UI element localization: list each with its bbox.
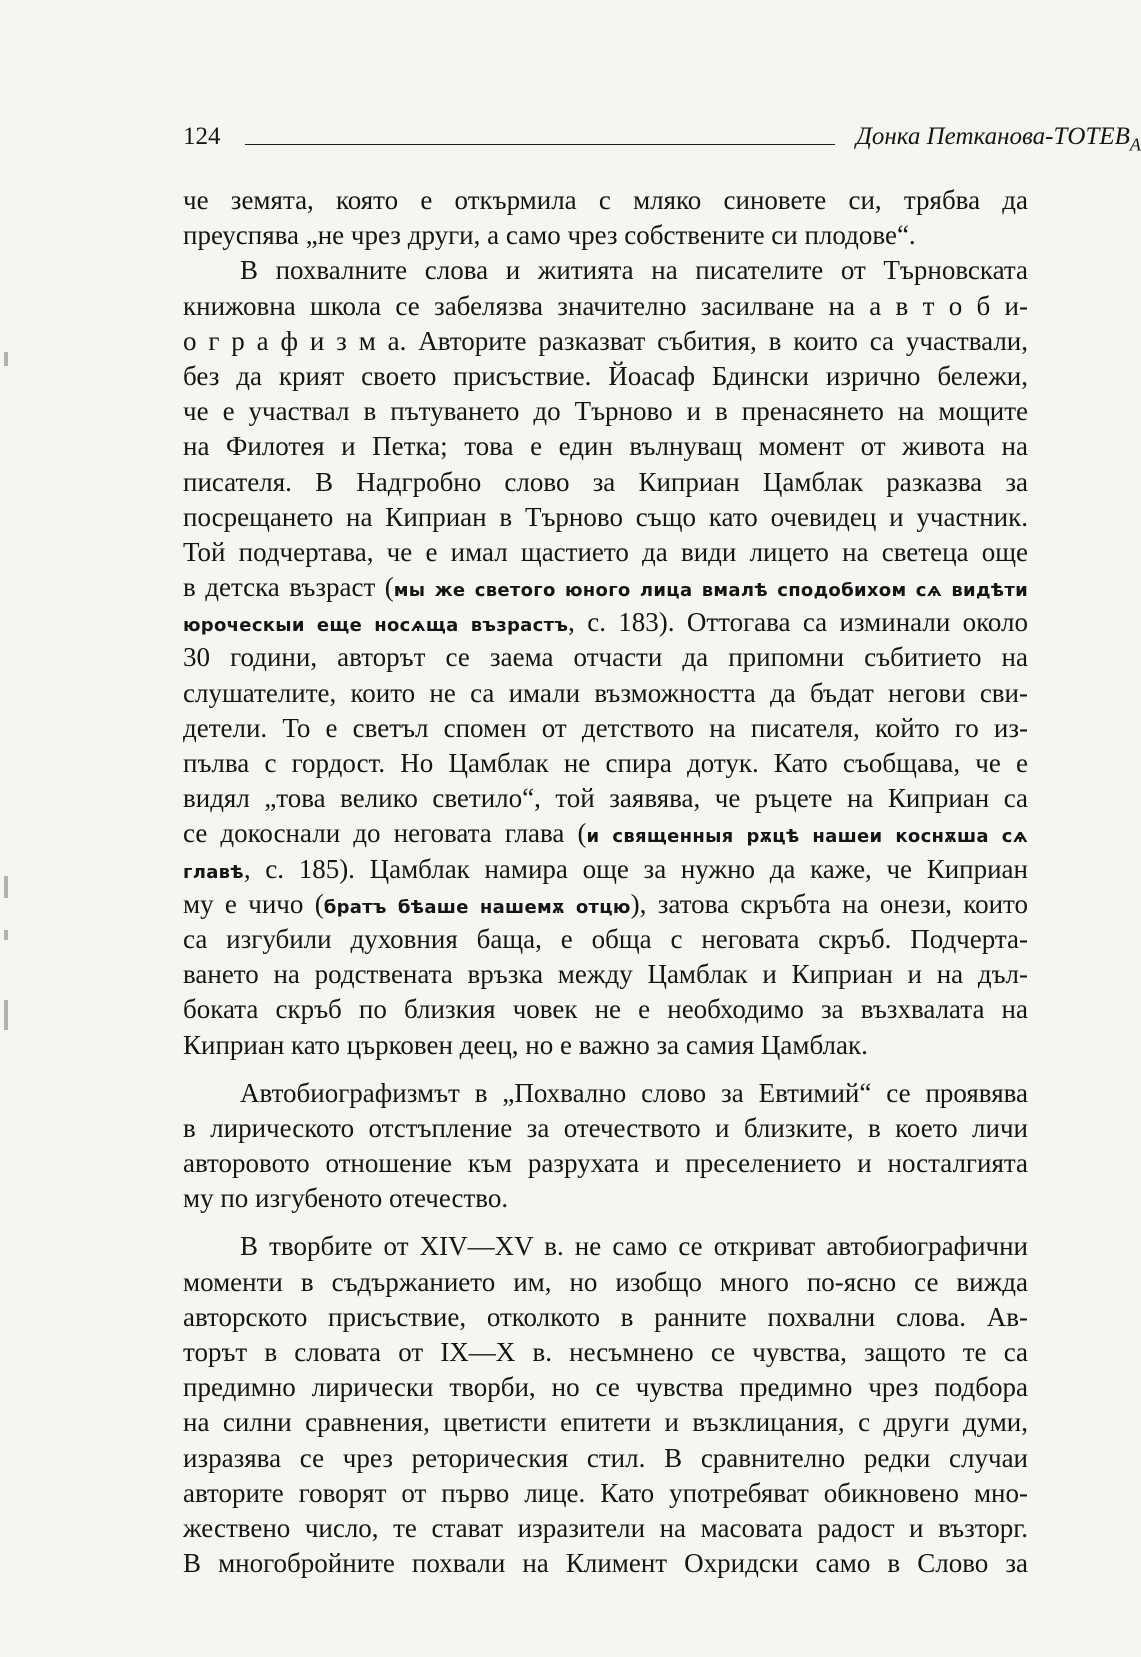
text-line: че земята, която е откърмила с мляко синовете си, трябва да xyxy=(183,185,1028,215)
text-line: детели. То е светъл спомен от детството на писателя, който го из- xyxy=(183,712,1028,743)
text-line: моменти в съдържанието им, но изобщо много по-ясно се вижда xyxy=(183,1266,1028,1297)
text-line: Киприан като църковен деец, но е важно за самия Цамблак. xyxy=(183,1029,868,1060)
text-line: писателя. В Надгробно слово за Киприан Цамблак разказва за xyxy=(183,466,1028,497)
text-line: посрещането на Киприан в Търново също като очевидец и участник. xyxy=(183,501,1028,532)
page-number: 124 xyxy=(183,123,221,150)
old-bulgarian-quote: братъ бѣаше нашемѫ отцю xyxy=(323,896,631,918)
text-line-with-quote xyxy=(183,605,1028,640)
text-line: преуспява „не чрез други, а само чрез собствените си плодове“. xyxy=(183,220,916,251)
line-segment: му е чичо ( xyxy=(183,888,324,919)
text-line-with-quote xyxy=(183,570,1028,605)
old-bulgarian-quote: мы же светого юного лица вмалѣ сподобихом сѧ видѣти xyxy=(393,580,1028,602)
text-line: о г р а ф и з м а. Авторите разказват събития, в които са участвали, xyxy=(183,325,1028,356)
line-segment: ), затова скръбта на онези, които xyxy=(630,888,1028,919)
scan-mark xyxy=(4,876,8,898)
text-line: на силни сравнения, цветисти епитети и възклицания, с други думи, xyxy=(183,1407,1028,1438)
text-line: на Филотея и Петка; това е един вълнуващ момент от живота на xyxy=(183,431,1028,462)
body-text xyxy=(183,183,1028,1581)
line-segment: в детска възраст ( xyxy=(183,572,394,603)
running-title xyxy=(856,122,1141,159)
scan-mark xyxy=(4,352,8,366)
text-line: В творбите от XIV—XV в. не само се откриват автобиографични xyxy=(240,1231,1028,1262)
text-line: книжовна школа се забелязва значително засилване на а в т о б и- xyxy=(183,290,1028,321)
text-line: авторите говорят от първо лице. Като употребяват обикновено мно- xyxy=(183,1477,1028,1508)
text-line: слушателите, които не са имали възможността да бъдат негови сви- xyxy=(183,677,1028,708)
header-rule xyxy=(245,144,835,145)
text-line: му по изгубеното отечество. xyxy=(183,1183,509,1214)
old-bulgarian-quote: и священныя рѫцѣ нашеи коснѫша сѧ xyxy=(586,826,1028,848)
text-line: В похвалните слова и житията на писателите от Търновската xyxy=(240,255,1028,286)
text-line-with-quote xyxy=(183,816,1028,851)
line-segment: , с. 185). Цамблак намира още за нужно да каже, че Киприан xyxy=(243,853,1028,884)
line-segment: се докоснали до неговата глава ( xyxy=(183,818,587,849)
scan-mark xyxy=(4,1000,8,1030)
old-bulgarian-quote: главѣ xyxy=(183,861,244,883)
line-segment: , с. 183). Оттогава са изминали около xyxy=(568,607,1028,638)
running-title-subscript: А xyxy=(1129,134,1141,155)
scan-edge-marks xyxy=(0,0,20,1657)
text-line: авторското присъствие, отколкото в ранните похвални слова. Ав- xyxy=(183,1301,1028,1332)
text-line: ването на родствената връзка между Цамблак и Киприан и на дъл- xyxy=(183,959,1028,990)
text-line: че е участвал в пътуването до Търново и в пренасянето на мощите xyxy=(183,396,1028,427)
old-bulgarian-quote: юроческыи еще носѧща възрастъ xyxy=(183,615,569,637)
text-line-with-quote xyxy=(183,852,1028,887)
scan-mark xyxy=(4,930,8,940)
text-line: пълва с гордост. Но Цамблак не спира дотук. Като съобщава, че е xyxy=(183,748,1028,778)
text-line: изразява се чрез реторическия стил. В сравнително редки случаи xyxy=(183,1442,1028,1473)
text-line: видял „това велико светило“, той заявява, че ръцете на Киприан са xyxy=(183,783,1028,814)
text-line: в лирическото отстъпление за отечеството и близките, в което личи xyxy=(183,1112,1028,1143)
text-line: торът в словата от IX—X в. несъмнено се чувства, защото те са xyxy=(183,1337,1028,1367)
page-header xyxy=(183,122,1141,166)
text-line: са изгубили духовния баща, е обща с неговата скръб. Подчерта- xyxy=(183,923,1028,954)
text-line-with-quote xyxy=(183,887,1028,922)
text-line: предимно лирически творби, но се чувства предимно чрез подбора xyxy=(183,1372,1028,1403)
text-line: 30 години, авторът се заема отчасти да припомни събитието на xyxy=(183,642,1028,673)
text-line: боката скръб по близкия човек не е необходимо за възхвалата на xyxy=(183,994,1028,1025)
text-line: жествено число, те стават изразители на масовата радост и възторг. xyxy=(183,1512,1028,1543)
text-line: В многобройните похвали на Климент Охридски само в Слово за xyxy=(183,1548,1028,1579)
running-title-text: Донка Петканова-ТОТЕВ xyxy=(856,123,1130,150)
text-line: авторовото отношение към разрухата и преселението и носталгията xyxy=(183,1148,1028,1179)
text-line: Автобиографизмът в „Похвално слово за Евтимий“ се проявява xyxy=(240,1077,1028,1108)
text-line: Той подчертава, че е имал щастието да види лицето на светеца още xyxy=(183,536,1028,567)
text-line: без да крият своето присъствие. Йоасаф Бдински изрично бележи, xyxy=(183,360,1028,391)
